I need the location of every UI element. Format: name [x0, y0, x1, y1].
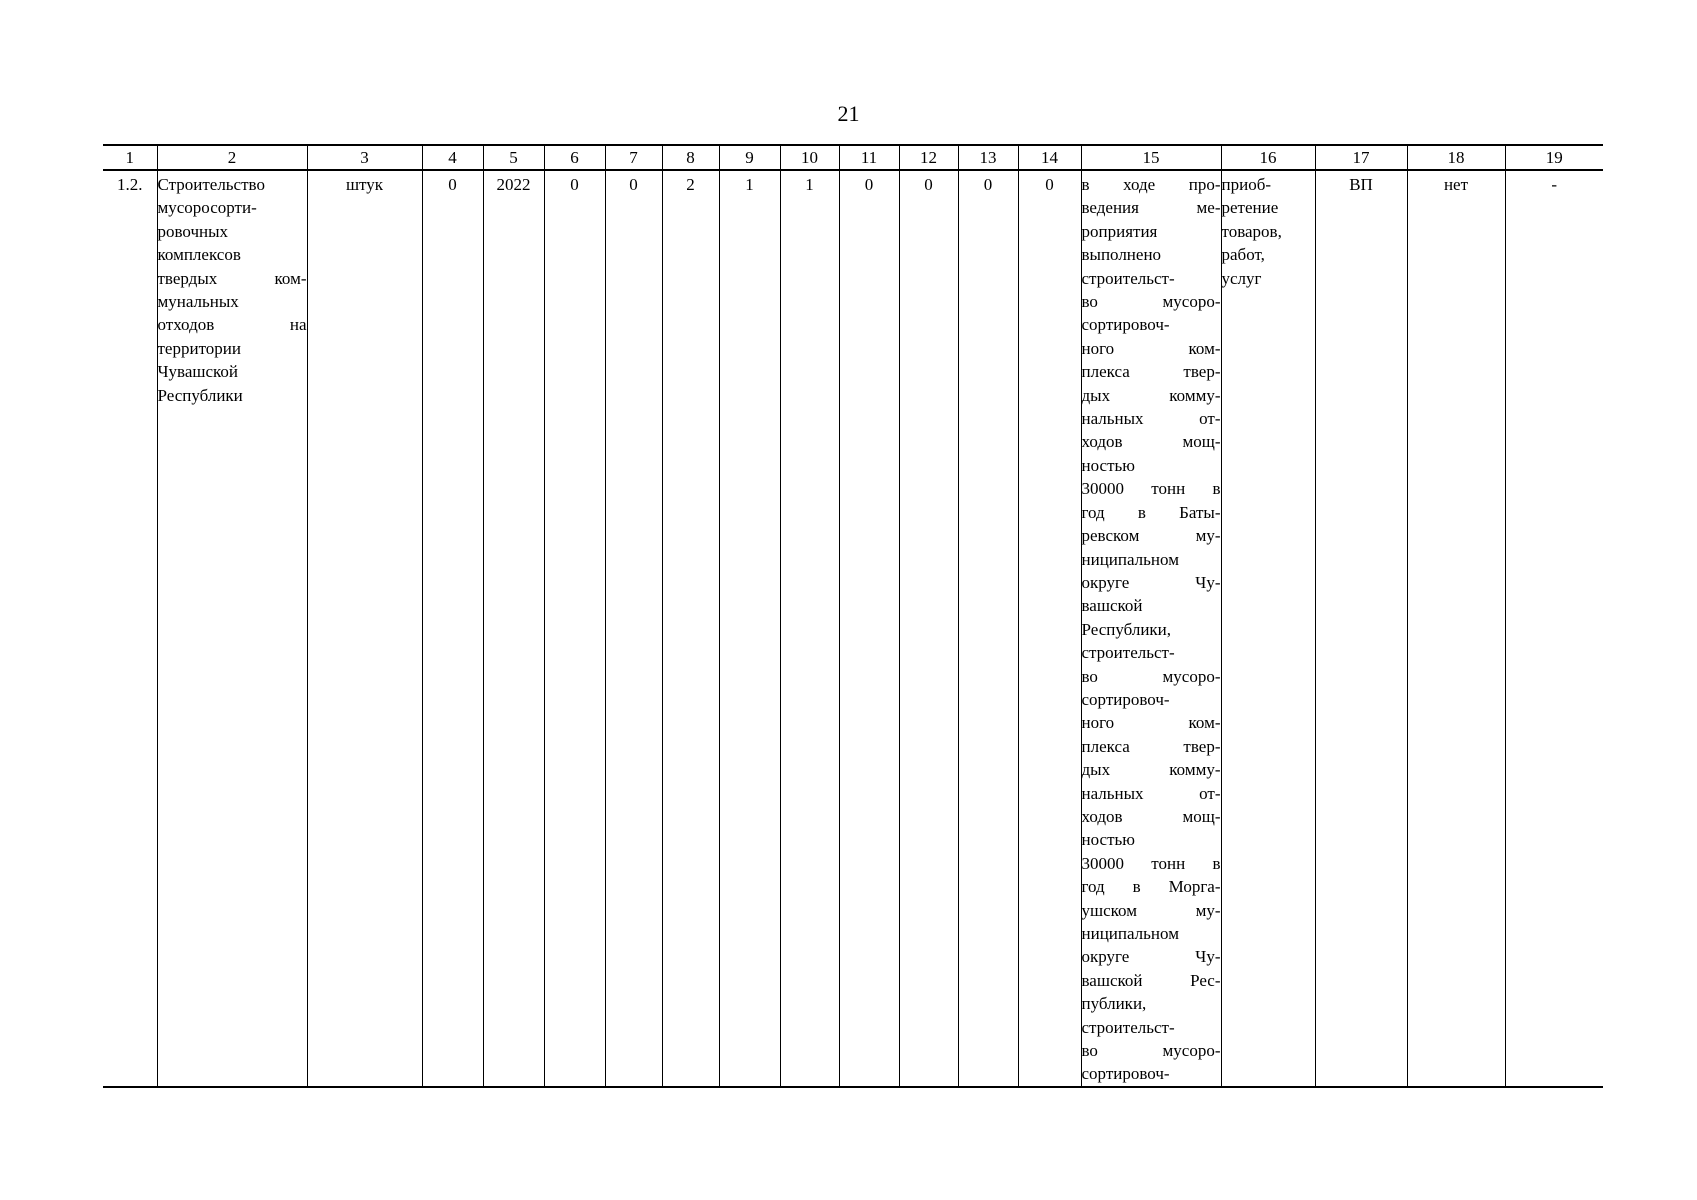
- column-header-17: 17: [1315, 145, 1407, 170]
- cell-text-line: ниципальном: [1081, 549, 1179, 569]
- column-header-13: 13: [958, 145, 1018, 170]
- cell-unit: штук: [307, 170, 422, 1087]
- column-header-11: 11: [839, 145, 899, 170]
- cell-text-line: выполнено: [1081, 245, 1162, 265]
- cell-text-line: сортировоч-: [1081, 689, 1170, 709]
- cell-col-11: 0: [839, 170, 899, 1087]
- cell-text-line: 30000 тонн в: [1081, 853, 1221, 873]
- cell-text-line: ровочных: [157, 221, 229, 241]
- cell-measure-name: [157, 170, 307, 1087]
- cell-text-line: вашской: [1081, 596, 1143, 616]
- cell-text-line: вашской Рес-: [1081, 970, 1221, 990]
- cell-col-12: 0: [899, 170, 958, 1087]
- column-header-15: 15: [1081, 145, 1221, 170]
- cell-text-line: роприятия: [1081, 221, 1158, 241]
- column-header-9: 9: [719, 145, 780, 170]
- cell-text-line: ушском му-: [1081, 900, 1221, 920]
- cell-text-line: ходов мощ-: [1081, 806, 1221, 826]
- cell-col-8: 2: [662, 170, 719, 1087]
- cell-text-line: приоб-: [1221, 175, 1272, 194]
- cell-text-line: строительст-: [1081, 268, 1175, 288]
- cell-text-line: Чувашской: [157, 362, 239, 382]
- cell-col-6: 0: [544, 170, 605, 1087]
- data-table: [103, 144, 1603, 1088]
- cell-text-line: услуг: [1221, 268, 1262, 288]
- cell-text-line: ходов мощ-: [1081, 432, 1221, 452]
- cell-col-14: 0: [1018, 170, 1081, 1087]
- cell-text-line: мунальных: [157, 292, 239, 312]
- cell-item-number: 1.2.: [103, 170, 157, 1087]
- cell-text-line: работ,: [1221, 245, 1265, 265]
- cell-text-line: дых комму-: [1081, 760, 1221, 780]
- cell-col-10: 1: [780, 170, 839, 1087]
- column-header-6: 6: [544, 145, 605, 170]
- table-row: [103, 170, 1603, 1087]
- cell-text-line: территории: [157, 338, 241, 358]
- column-header-10: 10: [780, 145, 839, 170]
- cell-col-19: -: [1505, 170, 1603, 1087]
- cell-text-line: публики,: [1081, 994, 1147, 1014]
- cell-text-line: во мусоро-: [1081, 292, 1221, 312]
- cell-year: 2022: [483, 170, 544, 1087]
- cell-text-line: Строительство: [157, 175, 265, 194]
- cell-text-line: во мусоро-: [1081, 666, 1221, 686]
- column-header-19: 19: [1505, 145, 1603, 170]
- cell-text-line: ного ком-: [1081, 338, 1221, 358]
- page-number: 21: [837, 101, 860, 126]
- column-header-4: 4: [422, 145, 483, 170]
- cell-text-line: Республики: [157, 385, 243, 405]
- cell-col-18: нет: [1407, 170, 1505, 1087]
- cell-col-13: 0: [958, 170, 1018, 1087]
- column-header-7: 7: [605, 145, 662, 170]
- cell-text-line: отходов на: [157, 315, 307, 335]
- cell-text-line: дых комму-: [1081, 385, 1221, 405]
- cell-text-line: в ходе про-: [1081, 175, 1221, 194]
- cell-text-line: ниципальном: [1081, 924, 1179, 943]
- column-header-18: 18: [1407, 145, 1505, 170]
- cell-text-line: округе Чу-: [1081, 947, 1221, 967]
- cell-text-line: ревском му-: [1081, 526, 1221, 546]
- cell-text-line: ностью: [1081, 455, 1135, 475]
- cell-text-line: ностью: [1081, 830, 1135, 850]
- cell-text-line: ного ком-: [1081, 713, 1221, 733]
- column-header-1: 1: [103, 145, 157, 170]
- cell-col-17: ВП: [1315, 170, 1407, 1087]
- cell-text-line: 30000 тонн в: [1081, 479, 1221, 499]
- cell-text-line: твердых ком-: [157, 268, 307, 288]
- cell-purchase-type: [1221, 170, 1315, 1087]
- cell-text-line: товаров,: [1221, 221, 1282, 241]
- cell-text-line: строительст-: [1081, 1017, 1175, 1037]
- column-header-16: 16: [1221, 145, 1315, 170]
- cell-text-line: год в Баты-: [1081, 502, 1221, 522]
- cell-text-line: плекса твер-: [1081, 362, 1221, 382]
- cell-text-line: нальных от-: [1081, 783, 1221, 803]
- column-header-5: 5: [483, 145, 544, 170]
- cell-text-line: ретение: [1221, 198, 1279, 218]
- cell-text-line: сортировоч-: [1081, 1064, 1170, 1084]
- cell-result-description: [1081, 170, 1221, 1087]
- column-header-3: 3: [307, 145, 422, 170]
- column-header-8: 8: [662, 145, 719, 170]
- cell-text-line: комплексов: [157, 245, 241, 265]
- cell-text-line: строительст-: [1081, 643, 1175, 663]
- cell-text-line: год в Морга-: [1081, 877, 1221, 897]
- column-header-14: 14: [1018, 145, 1081, 170]
- column-header-2: 2: [157, 145, 307, 170]
- cell-text-line: Республики,: [1081, 619, 1172, 639]
- cell-text-line: округе Чу-: [1081, 572, 1221, 592]
- cell-text-line: во мусоро-: [1081, 1041, 1221, 1061]
- cell-col-7: 0: [605, 170, 662, 1087]
- cell-text-line: ведения ме-: [1081, 198, 1221, 218]
- cell-col-4: 0: [422, 170, 483, 1087]
- cell-text-line: мусоросорти-: [157, 198, 257, 218]
- cell-col-9: 1: [719, 170, 780, 1087]
- cell-text-line: сортировоч-: [1081, 315, 1170, 335]
- cell-text-line: плекса твер-: [1081, 736, 1221, 756]
- cell-text-line: нальных от-: [1081, 409, 1221, 429]
- column-header-12: 12: [899, 145, 958, 170]
- header-row: [103, 145, 1603, 170]
